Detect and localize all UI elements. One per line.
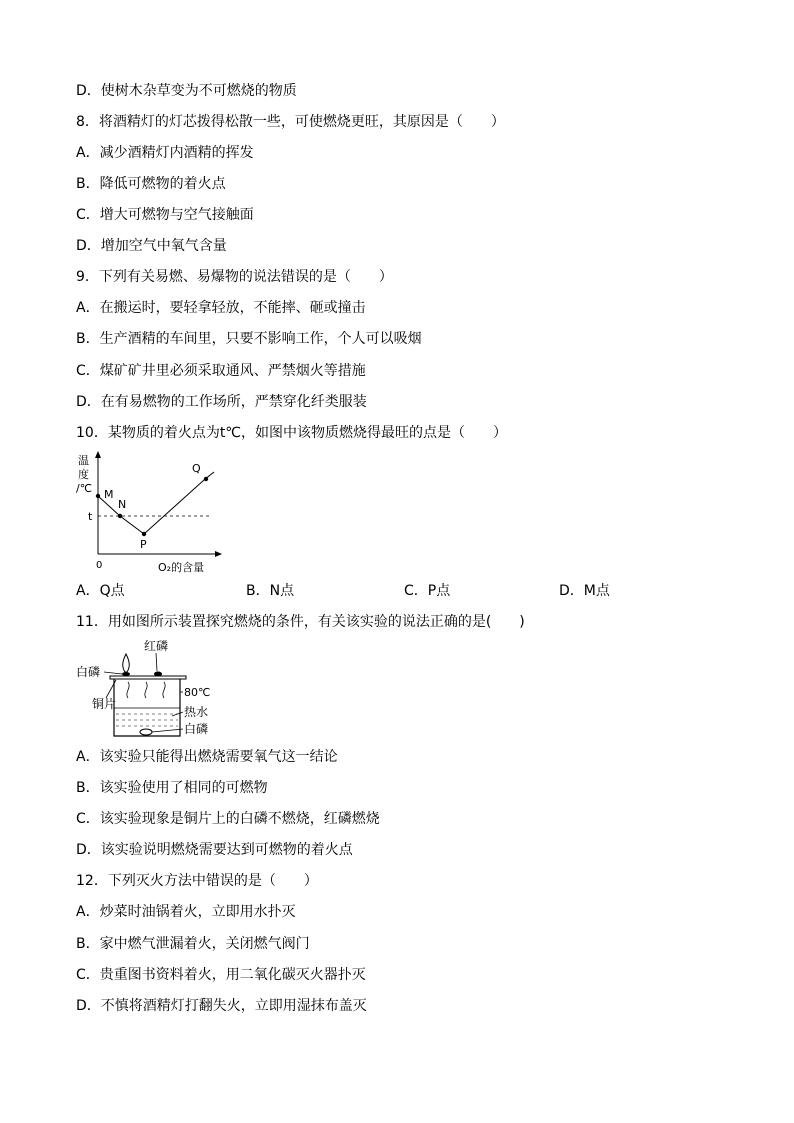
graph-ylabel-3: /℃: [76, 482, 93, 495]
q12-option-b: B．家中燃气泄漏着火，关闭燃气阀门: [76, 936, 310, 952]
fig-white-phosphorus-bottom-label: 白磷: [184, 722, 209, 736]
fig-temperature-label: 80℃: [184, 686, 211, 699]
q8-option-a: A．减少酒精灯内酒精的挥发: [76, 145, 254, 161]
fig-copper-sheet-label: 铜片: [92, 697, 117, 711]
q12-option-d: D．不慎将酒精灯打翻失火，立即用湿抹布盖灭: [76, 998, 367, 1014]
graph-label-t: t: [88, 510, 93, 523]
graph-x-arrow: [215, 551, 222, 557]
q12-option-c: C．贵重图书资料着火，用二氧化碳灭火器扑灭: [76, 967, 366, 983]
graph-point-n: [118, 514, 122, 518]
q11-stem: 11．用如图所示装置探究燃烧的条件，有关该实验的说法正确的是( ): [76, 614, 525, 630]
q9-option-a: A．在搬运时，要轻拿轻放，不能摔、砸或撞击: [76, 300, 366, 316]
fig-white-phosphorus-bottom-pointer: [152, 729, 183, 732]
q7-option-d: D．使树木杂草变为不可燃烧的物质: [76, 83, 297, 99]
q8-stem: 8．将酒精灯的灯芯拨得松散一些，可使燃烧更旺，其原因是（ ）: [76, 114, 505, 130]
graph-label-n: N: [118, 498, 127, 511]
q11-apparatus-figure: [76, 636, 226, 742]
q10-temperature-graph: [74, 450, 234, 580]
fig-white-phosphorus-top: [122, 672, 130, 676]
fig-white-phosphorus-top-label: 白磷: [76, 665, 101, 679]
q12-option-a: A．炒菜时油锅着火，立即用水扑灭: [76, 904, 296, 920]
graph-label-p: P: [140, 538, 147, 551]
q9-option-d: D．在有易燃物的工作场所，严禁穿化纤类服装: [76, 394, 367, 410]
graph-label-m: M: [104, 488, 114, 501]
graph-origin-label: 0: [96, 560, 103, 571]
graph-point-q: [204, 477, 208, 481]
graph-point-m: [96, 494, 100, 498]
q9-option-c: C．煤矿矿井里必须采取通风、严禁烟火等措施: [76, 363, 366, 379]
fig-hot-water-pointer: [172, 712, 183, 716]
q10-option-b: B．N点: [246, 583, 295, 599]
graph-curve: [98, 472, 214, 534]
q10-option-c: C．P点: [404, 583, 451, 599]
q10-stem: 10．某物质的着火点为t℃，如图中该物质燃烧得最旺的点是（ ）: [76, 425, 508, 441]
q12-stem: 12．下列灭火方法中错误的是（ ）: [76, 873, 318, 889]
q11-option-c: C．该实验现象是铜片上的白磷不燃烧，红磷燃烧: [76, 811, 380, 827]
graph-ylabel-2: 度: [78, 468, 89, 481]
q11-option-a: A．该实验只能得出燃烧需要氧气这一结论: [76, 749, 338, 765]
fig-hot-water-label: 热水: [184, 705, 209, 719]
q11-option-b: B．该实验使用了相同的可燃物: [76, 780, 268, 796]
q9-stem: 9．下列有关易燃、易爆物的说法错误的是（ ）: [76, 269, 393, 285]
q8-option-d: D．增加空气中氧气含量: [76, 238, 227, 254]
fig-red-phosphorus-label: 红磷: [144, 639, 169, 653]
q9-option-b: B．生产酒精的车间里，只要不影响工作，个人可以吸烟: [76, 331, 422, 347]
q10-option-d: D．M点: [559, 583, 610, 599]
q10-option-a: A．Q点: [76, 583, 125, 599]
fig-copper-sheet: [110, 676, 186, 679]
graph-y-arrow: [95, 451, 101, 458]
fig-flame-icon: [123, 654, 129, 672]
graph-xlabel: O₂的含量: [158, 561, 205, 574]
fig-white-phosphorus-top-pointer: [104, 672, 122, 674]
q8-option-c: C．增大可燃物与空气接触面: [76, 207, 254, 223]
q11-option-d: D．该实验说明燃烧需要达到可燃物的着火点: [76, 842, 353, 858]
fig-white-phosphorus-bottom: [140, 729, 152, 735]
graph-label-q: Q: [192, 462, 201, 475]
q8-option-b: B．降低可燃物的着火点: [76, 176, 226, 192]
fig-vapor: [127, 682, 165, 698]
graph-ylabel-1: 温: [78, 454, 89, 467]
graph-point-p: [142, 532, 146, 536]
fig-red-phosphorus-pointer: [156, 653, 157, 671]
